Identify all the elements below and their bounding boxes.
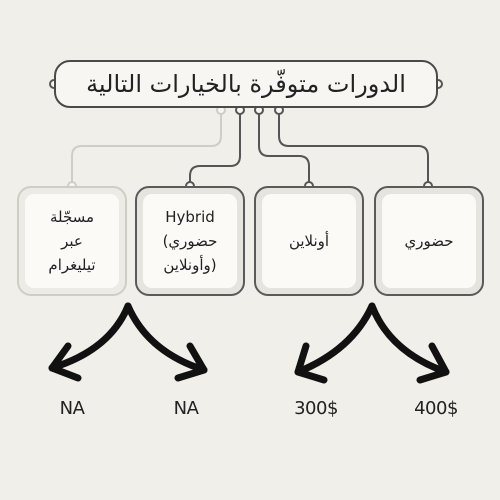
option-label [262, 194, 356, 288]
option-label [143, 194, 237, 288]
option-line: حضوري) [162, 232, 218, 250]
option-card-hybrid [135, 186, 245, 296]
option-label [382, 194, 476, 288]
option-line: Hybrid [165, 208, 215, 226]
title-box [54, 60, 438, 108]
arrow-right-b [372, 306, 446, 372]
connector-option-3 [190, 110, 240, 186]
option-line: مسجّلة [49, 208, 95, 226]
price-label-3: 300$ [294, 398, 338, 419]
option-line: عبر [61, 232, 83, 250]
arrow-right-a [298, 306, 372, 372]
arrow-left-b [128, 306, 204, 370]
price-label-2: NA [173, 398, 199, 419]
option-card-recorded [17, 186, 127, 296]
arrow-left-a [52, 306, 128, 368]
connector-option-2 [259, 110, 309, 186]
title-text: الدورات متوفّرة بالخيارات التالية [86, 70, 406, 98]
option-card-online [254, 186, 364, 296]
price-label-1: NA [59, 398, 85, 419]
option-line: حضوري [404, 232, 454, 250]
connector-option-4 [72, 110, 221, 186]
option-card-in-person [374, 186, 484, 296]
option-line: تيليغرام [48, 256, 96, 274]
option-label [25, 194, 119, 288]
connector-option-1 [279, 110, 428, 186]
option-line: أونلاين [288, 232, 330, 250]
option-line: (وأونلاين [163, 256, 217, 274]
price-label-4: 400$ [414, 398, 458, 419]
